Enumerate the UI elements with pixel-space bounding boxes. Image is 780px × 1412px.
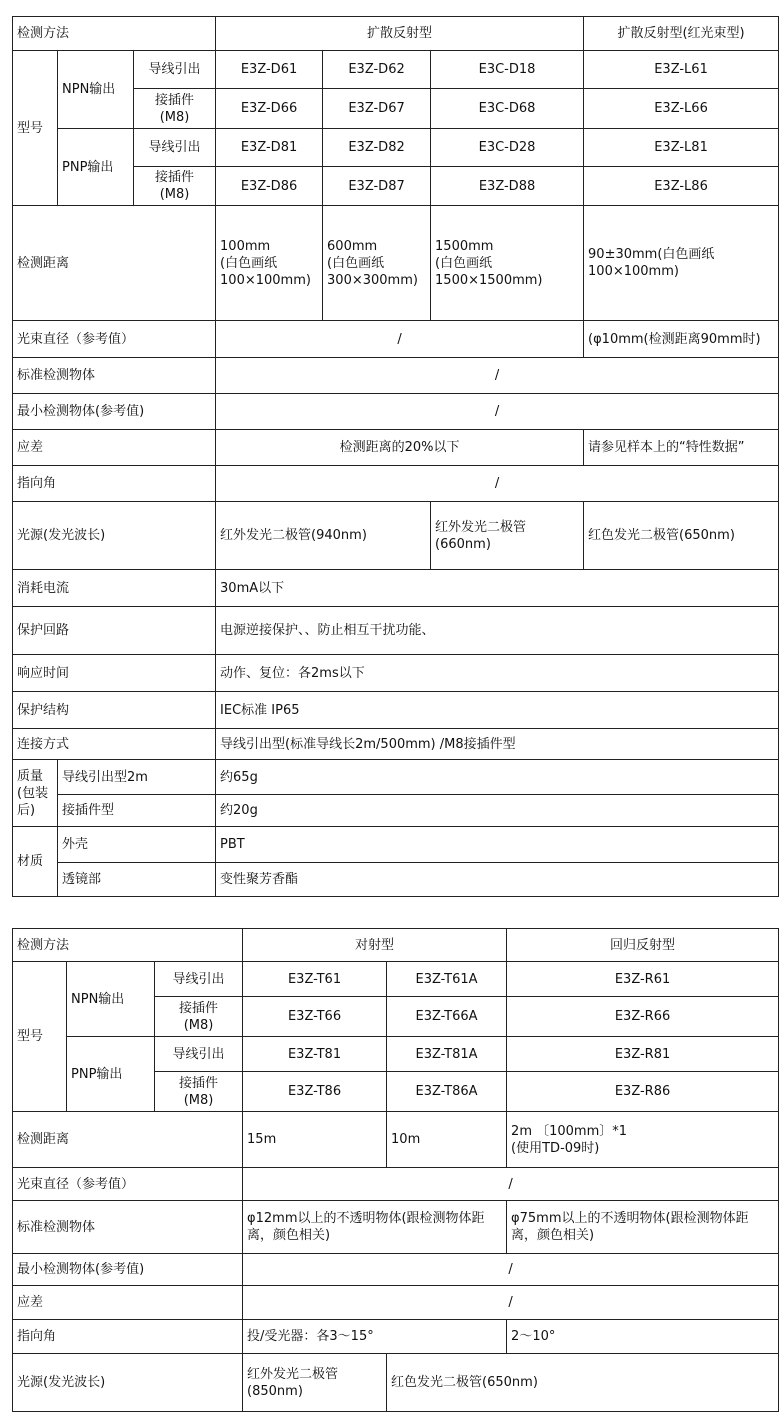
- light-source-value: 红色发光二极管(650nm): [584, 502, 779, 570]
- beam-diameter-value: /: [243, 1168, 779, 1201]
- model-cell: E3Z-T86A: [387, 1072, 507, 1112]
- npn-label: NPN输出: [67, 962, 155, 1037]
- beam-diameter-value-narrow: (φ10mm(检测距离90mm时): [584, 321, 779, 358]
- model-cell: E3C-D18: [431, 51, 584, 89]
- method-label: 检测方法: [13, 17, 216, 51]
- protective-structure-label: 保护结构: [13, 692, 216, 729]
- beam-diameter-value: /: [216, 321, 584, 358]
- current-value: 30mA以下: [216, 570, 779, 607]
- model-cell: E3Z-D88: [431, 167, 584, 206]
- model-label: 型号: [13, 51, 58, 206]
- directional-angle-value: 2～10°: [507, 1320, 779, 1354]
- wire-label: 导线引出: [134, 129, 216, 167]
- distance-label: 检测距离: [13, 206, 216, 321]
- light-source-label: 光源(发光波长): [13, 1354, 243, 1412]
- weight-wire-value: 约65g: [216, 760, 779, 795]
- min-object-value: /: [216, 394, 779, 430]
- wire-label: 导线引出: [134, 51, 216, 89]
- light-source-value: 红外发光二极管 (660nm): [431, 502, 584, 570]
- model-label: 型号: [13, 962, 67, 1112]
- distance-value: 1500mm (白色画纸 1500×1500mm): [431, 206, 584, 321]
- model-cell: E3Z-D81: [216, 129, 323, 167]
- connector-label: 接插件 (M8): [134, 167, 216, 206]
- group-header-retro: 回归反射型: [507, 929, 779, 962]
- light-source-value: 红色发光二极管(650nm): [387, 1354, 779, 1412]
- group-header-diffuse-narrow: 扩散反射型(红光束型): [584, 17, 779, 51]
- model-cell: E3Z-L81: [584, 129, 779, 167]
- spec-table-through-retro: [12, 928, 779, 1412]
- response-time-label: 响应时间: [13, 655, 216, 692]
- weight-wire-label: 导线引出型2m: [58, 760, 216, 795]
- directional-angle-label: 指向角: [13, 466, 216, 502]
- model-cell: E3Z-R81: [507, 1037, 779, 1072]
- min-object-value: /: [243, 1254, 779, 1286]
- case-label: 外壳: [58, 827, 216, 863]
- light-source-value: 红外发光二极管 (850nm): [243, 1354, 387, 1412]
- case-value: PBT: [216, 827, 779, 863]
- wire-label: 导线引出: [155, 962, 243, 997]
- distance-label: 检测距离: [13, 1112, 243, 1168]
- model-cell: E3C-D28: [431, 129, 584, 167]
- pnp-label: PNP输出: [67, 1037, 155, 1112]
- model-cell: E3Z-D61: [216, 51, 323, 89]
- model-cell: E3Z-D62: [323, 51, 431, 89]
- min-object-label: 最小检测物体(参考值): [13, 394, 216, 430]
- min-object-label: 最小检测物体(参考值): [13, 1254, 243, 1286]
- model-cell: E3Z-D67: [323, 89, 431, 129]
- weight-label: 质量 (包装 后): [13, 760, 58, 827]
- group-header-through: 对射型: [243, 929, 507, 962]
- weight-connector-value: 约20g: [216, 795, 779, 827]
- directional-angle-label: 指向角: [13, 1320, 243, 1354]
- method-label: 检测方法: [13, 929, 243, 962]
- beam-diameter-label: 光束直径（参考值）: [13, 1168, 243, 1201]
- distance-value: 600mm (白色画纸 300×300mm): [323, 206, 431, 321]
- standard-object-label: 标准检测物体: [13, 1201, 243, 1254]
- directional-angle-value: 投/受光器：各3～15°: [243, 1320, 507, 1354]
- standard-object-label: 标准检测物体: [13, 358, 216, 394]
- model-cell: E3Z-T86: [243, 1072, 387, 1112]
- model-cell: E3Z-L86: [584, 167, 779, 206]
- connection-label: 连接方式: [13, 729, 216, 760]
- npn-label: NPN输出: [58, 51, 134, 129]
- model-cell: E3C-D68: [431, 89, 584, 129]
- wire-label: 导线引出: [155, 1037, 243, 1072]
- model-cell: E3Z-T81A: [387, 1037, 507, 1072]
- hysteresis-value: 检测距离的20%以下: [216, 430, 584, 466]
- standard-object-value: φ75mm以上的不透明物体(跟检测物体距离，颜色相关): [507, 1201, 779, 1254]
- connection-value: 导线引出型(标准导线长2m/500mm) /M8接插件型: [216, 729, 779, 760]
- weight-connector-label: 接插件型: [58, 795, 216, 827]
- protection-circuit-label: 保护回路: [13, 607, 216, 655]
- model-cell: E3Z-R61: [507, 962, 779, 997]
- hysteresis-value: /: [243, 1286, 779, 1320]
- model-cell: E3Z-R86: [507, 1072, 779, 1112]
- connector-label: 接插件 (M8): [155, 1072, 243, 1112]
- model-cell: E3Z-D82: [323, 129, 431, 167]
- hysteresis-label: 应差: [13, 430, 216, 466]
- standard-object-value: /: [216, 358, 779, 394]
- distance-value: 15m: [243, 1112, 387, 1168]
- model-cell: E3Z-T61A: [387, 962, 507, 997]
- directional-angle-value: /: [216, 466, 779, 502]
- protective-structure-value: IEC标准 IP65: [216, 692, 779, 729]
- model-cell: E3Z-D87: [323, 167, 431, 206]
- model-cell: E3Z-D66: [216, 89, 323, 129]
- spec-table-diffuse: [12, 16, 779, 897]
- distance-value: 100mm (白色画纸 100×100mm): [216, 206, 323, 321]
- current-label: 消耗电流: [13, 570, 216, 607]
- model-cell: E3Z-R66: [507, 997, 779, 1037]
- standard-object-value: φ12mm以上的不透明物体(跟检测物体距离，颜色相关): [243, 1201, 507, 1254]
- model-cell: E3Z-L66: [584, 89, 779, 129]
- connector-label: 接插件 (M8): [155, 997, 243, 1037]
- model-cell: E3Z-D86: [216, 167, 323, 206]
- connector-label: 接插件 (M8): [134, 89, 216, 129]
- material-label: 材质: [13, 827, 58, 897]
- distance-value: 2m 〔100mm〕*1 (使用TD-09时): [507, 1112, 779, 1168]
- lens-value: 变性聚芳香酯: [216, 863, 779, 897]
- light-source-value: 红外发光二极管(940nm): [216, 502, 431, 570]
- beam-diameter-label: 光束直径（参考值）: [13, 321, 216, 358]
- model-cell: E3Z-L61: [584, 51, 779, 89]
- light-source-label: 光源(发光波长): [13, 502, 216, 570]
- response-time-value: 动作、复位：各2ms以下: [216, 655, 779, 692]
- hysteresis-label: 应差: [13, 1286, 243, 1320]
- lens-label: 透镜部: [58, 863, 216, 897]
- protection-circuit-value: 电源逆接保护、、防止相互干扰功能、: [216, 607, 779, 655]
- hysteresis-value-narrow: 请参见样本上的“特性数据”: [584, 430, 779, 466]
- model-cell: E3Z-T81: [243, 1037, 387, 1072]
- distance-value: 90±30mm(白色画纸 100×100mm): [584, 206, 779, 321]
- model-cell: E3Z-T61: [243, 962, 387, 997]
- distance-value: 10m: [387, 1112, 507, 1168]
- model-cell: E3Z-T66A: [387, 997, 507, 1037]
- pnp-label: PNP输出: [58, 129, 134, 206]
- model-cell: E3Z-T66: [243, 997, 387, 1037]
- group-header-diffuse: 扩散反射型: [216, 17, 584, 51]
